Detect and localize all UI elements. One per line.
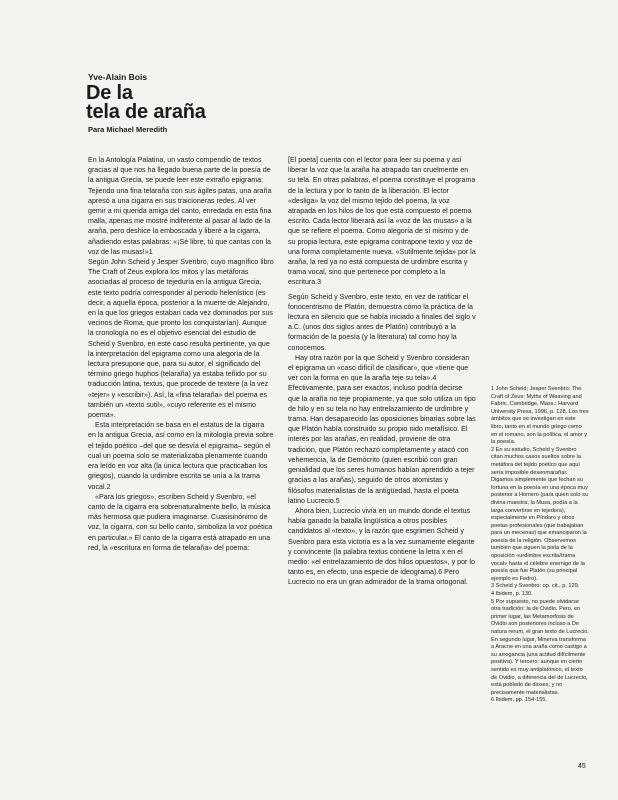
text-column-left [88, 155, 274, 755]
footnote: 4 Ibidem, p. 130. [491, 591, 533, 598]
paragraph: Esta interpretación se basa en el estatus de la cigarra en la antigua Grecia, así como en la mitología previa sobre el tejido poético –del que se desvía el epigrama– según el cual un poema solo se materializaba plenamente cuando era leído en voz alta (la única lectura que practicaban los griegos), cuando la urdimbre escrita se unía a la trama vocal.2 [88, 421, 274, 491]
footnote: 3 Scheid y Svenbro: op. cit., p. 129. [491, 583, 580, 590]
footnote: 5 Por supuesto, no puede olvidarse otra tradición: la de Ovidio. Pero, en primer lugar, las Metamorfosis de Ovidio son posteriores incluso a De natura rerum, el gran texto de Lucrecio. En segundo lugar, Minerva transforma a Aracne en una araña como castigo a su arrogancia (una actitud difícilmente positiva). Y tercero: aunque en cierto sentido es muy antiplatónico, el texto de Ovidio, a diferencia del de Lucrecio, está poblado de dioses, y no precisamente materialistas. [491, 598, 589, 696]
paragraph: «Para los griegos», escriben Scheid y Svenbro, «el canto de la cigarra era sobrenaturalmente bello, la música más hermosa que pudiera imaginarse. Cuasisinónimo de voz, la cigarra, con su bello canto, simboliza la voz poética en particular.» El canto de la cigarra está atrapado en una red, la «escritura en forma de telaraña» del poema: [88, 492, 273, 552]
author-name: Yve-Alain Bois [88, 72, 148, 82]
paragraph: Según Scheid y Svenbro, este texto, en vez de ratificar el fonocentrismo de Platón, demuestra cómo la práctica de la lectura en silencio que se había iniciado a finales del siglo v a.C. (unos dos siglos antes de Platón) contribuyó a la formación de la poesía (y la literatura) tal como hoy la conocemos. [288, 292, 476, 352]
dedication: Para Michael Meredith [88, 125, 168, 134]
paragraph: Ahora bien, Lucrecio vivía en un mundo donde el textus había ganado la batalla lingüística a otros posibles candidatos al «texto», y la razón que esgrimen Scheid y Svenbro para esta victoria es a la vez sumamente elegante y convincente (la palabra textus contiene la letra x en el medio: «el entrelazamiento de dos hilos opuestos», y por lo tanto es, en efecto, una especie de ideograma).6 Pero Lucrecio no era un gran admirador de la trama ortogonal. [288, 506, 475, 587]
title-line: tela de araña [86, 101, 206, 123]
block-quote: Tejiendo una fina telaraña con sus ágiles patas, una araña apresó a una cigarra en sus traicioneras redes. Al ver gemir a mi querida amiga del canto, enredada en esta fina malla, apenas me mostré indiferente al pasar al lado de la araña, pero deshice la emboscada y liberé a la cigarra, añadiendo estas palabras: «¡Sé libre, tú que cantas con la voz de las musas!»1 [88, 186, 272, 256]
footnote: 6 Ibidem, pp. 154-155. [491, 697, 547, 704]
article-title [86, 84, 206, 122]
text-column-right [288, 155, 476, 755]
block-quote: [El poeta] cuenta con el lector para leer su poema y así liberar la voz que la araña ha atrapado tan cruelmente en su tela. En otras palabras, el poema constituye el programa de la lectura y por lo tanto de la liberación. El lector «desliga» la voz del mismo tejido del poema, la voz atrapada en los hilos de los que está compuesto el poema escrito. Cada lector liberará así la «voz de las musas» a la que se refiere el poema. Como alegoría de sí mismo y de su propia lectura, este epigrama contrapone texto y voz de una forma completamente nueva. «Sutilmente tejida» por la araña, la red ya no está compuesta de urdimbre escrita y trama vocal, sino que pertenece por completo a la escritura.3 [288, 156, 476, 287]
paragraph: En la Antología Palatina, un vasto compendio de textos gracias al que nos ha llegado buena parte de la poesía de la antigua Grecia, se puede leer este extraño epigrama: [88, 156, 271, 185]
footnote: 2 En su estudio, Scheid y Svenbro citan muchos casos sueltos sobre la metáfora del tejido poético que aquí sería imposible desenmarañar. Digamos simplemente que fechan su fortuna en la poesía en una época muy posterior a Homero (para quien solo su divina maestra, la Musa, podía a la larga convertirse en tejedora), especialmente en Píndaro y otros poetas profesionales (que trabajaban para un mecenas) que emanciparon la poesía de la religión. Observemos también que siguen la pista de la oposición «urdimbre escrita/trama vocal» hasta el célebre enemigo de la poesía que fue Platón (su principal ejemplo es Fedro). [491, 446, 589, 582]
title-line: De la [86, 82, 133, 104]
footnotes [491, 386, 589, 766]
paragraph: Hay otra razón por la que Scheid y Svenbro consideran el epigrama un «caso difícil de clasificar», que «tiene que ver con la forma en que la araña teje su tela».4 Efectivamente, para ser exactos, incluso podría decirse que la araña no teje propiamente, ya que solo utiliza un tipo de hilo y en su tela no hay entrelazamiento de urdimbre y trama. Han desaparecido las oposiciones binarias sobre las que Platón había construido su propio nido metafísico. El interés por las arañas, en realidad, proviene de otra tradición, que Platón rechazó completamente y atacó con vehemencia, la de Demócrito (quien escribió con gran genialidad que los seres humanos habían aprendido a tejer gracias a las arañas), seguido de otros atomistas y filósofos materialistas de la antigüedad, hasta el poeta latino Lucrecio.5 [288, 353, 476, 505]
footnote: 1 John Scheid; Jesper Svenbro: The Craft of Zeus: Myths of Weaving and Fabric. Cambridge, Mass.: Harvard University Press, 1996, p. 128. Los tres ámbitos que se investigan en este libro, tanto en el mundo griego como en el romano, son la política, el amor y la poesía. [491, 386, 589, 446]
page-number: 45 [578, 763, 586, 770]
paragraph: Según John Scheid y Jesper Svenbro, cuyo magnífico libro The Craft of Zeus explora los mitos y las metáforas asociadas al proceso de tejeduría en la antigua Grecia, este texto podría corresponder al periodo helenístico (es decir, a aquella época, posterior a la muerte de Alejandro, en la que los griegos estaban cada vez dominados por sus vecinos de Roma, que pronto los conquistarían). Aunque la cronología no es el objetivo esencial del estudio de Scheid y Svenbro, en este caso resulta pertinente, ya que la interpretación del epigrama como una alegoría de la lectura presupone que, para su autor, el significado del término griego huphos (telaraña) ya estaba teñido por su traducción latina, textus, que procede de textere (a la vez «tejer» y «escribir»). Así, la «fina telaraña» del poema es también un «texto sutil», «cuyo referente es el mismo poema». [88, 258, 274, 420]
